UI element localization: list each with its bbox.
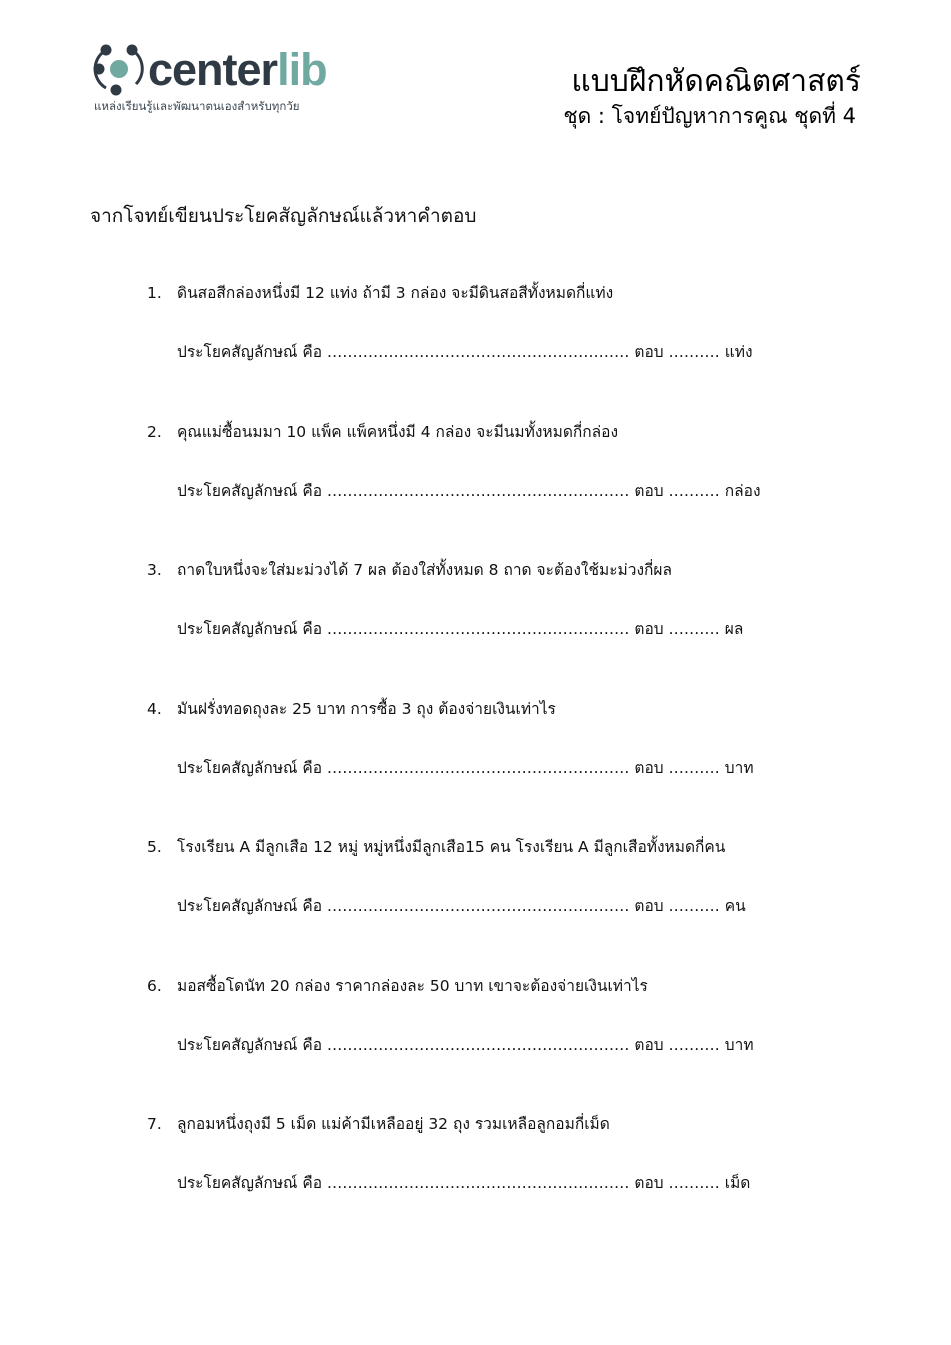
sentence-blank[interactable]: ........................................................... [326,1035,630,1054]
answer-blank[interactable]: .......... [668,758,720,777]
question-item [147,973,867,1112]
answer-label: ประโยคสัญลักษณ์ คือ [177,481,323,500]
answer-line [177,755,754,780]
question-text: คุณแม่ซื้อนมมา 10 แพ็ค แพ็คหนึ่งมี 4 กล่อง จะมีนมทั้งหมดกี่กล่อง [177,422,619,441]
question-line [147,1111,610,1136]
question-item [147,696,867,835]
question-number: 3. [147,561,162,579]
answer-line [177,1032,754,1057]
question-text: ถาดใบหนึ่งจะใส่มะม่วงได้ 7 ผล ต้องใส่ทั้งหมด 8 ถาด จะต้องใช้มะม่วงกี่ผล [177,561,672,579]
question-number: 4. [147,699,162,718]
page-title: แบบฝึกหัดคณิตศาสตร์ [571,64,861,99]
answer-label: ประโยคสัญลักษณ์ คือ [177,897,323,915]
answer-unit: บาท [724,1035,754,1054]
answer-unit: แท่ง [724,343,753,361]
sentence-blank[interactable]: ........................................................... [326,481,630,500]
instruction-text: จากโจทย์เขียนประโยคสัญลักษณ์แล้วหาคำตอบ [90,205,477,227]
question-number: 7. [147,1115,162,1133]
answer-word: ตอบ [634,620,664,638]
centerlib-logo [92,40,352,120]
answer-word: ตอบ [634,1174,664,1192]
question-text: มอสซื้อโดนัท 20 กล่อง ราคากล่องละ 50 บาท เขาจะต้องจ่ายเงินเท่าไร [177,976,648,995]
answer-line [177,1170,750,1195]
question-line [147,419,618,444]
answer-blank[interactable]: .......... [668,481,720,500]
question-text: มันฝรั่งทอดถุงละ 25 บาท การซื้อ 3 ถุง ต้องจ่ายเงินเท่าไร [177,699,556,718]
question-line [147,834,725,859]
answer-blank[interactable]: .......... [668,897,720,915]
question-text: ดินสอสีกล่องหนึ่งมี 12 แท่ง ถ้ามี 3 กล่อง จะมีดินสอสีทั้งหมดกี่แท่ง [177,284,614,302]
question-line [147,557,672,582]
question-number: 1. [147,284,162,302]
answer-label: ประโยคสัญลักษณ์ คือ [177,343,323,361]
answer-unit: กล่อง [724,481,761,500]
answer-unit: ผล [724,620,744,638]
answer-blank[interactable]: .......... [668,1174,720,1192]
answer-word: ตอบ [634,1035,664,1054]
question-item [147,1111,867,1250]
answer-unit: เม็ด [724,1174,751,1192]
question-text: โรงเรียน A มีลูกเสือ 12 หมู่ หมู่หนึ่งมีลูกเสือ15 คน โรงเรียน A มีลูกเสือทั้งหมดกี่คน [177,838,726,856]
question-item [147,419,867,558]
logo-tagline: แหล่งเรียนรู้และพัฒนาตนเองสำหรับทุกวัย [94,99,300,113]
answer-blank[interactable]: .......... [668,1035,720,1054]
sentence-blank[interactable]: ........................................................... [326,620,630,638]
sentence-blank[interactable]: ........................................................... [326,897,630,915]
sentence-blank[interactable]: ........................................................... [326,1174,630,1192]
answer-unit: คน [724,897,746,915]
answer-label: ประโยคสัญลักษณ์ คือ [177,620,323,638]
molecule-logo-icon [92,42,148,96]
sentence-blank[interactable]: ........................................................... [326,343,630,361]
answer-unit: บาท [724,758,754,777]
question-line [147,973,648,998]
answer-line [177,893,746,918]
answer-label: ประโยคสัญลักษณ์ คือ [177,758,323,777]
answer-line [177,616,743,641]
question-number: 6. [147,976,162,995]
question-line [147,280,613,305]
question-text: ลูกอมหนึ่งถุงมี 5 เม็ด แม่ค้ามีเหลืออยู่ 32 ถุง รวมเหลือลูกอมกี่เม็ด [177,1115,610,1133]
question-number: 5. [147,838,162,856]
question-number: 2. [147,422,162,441]
question-item [147,834,867,973]
question-line [147,696,556,721]
answer-word: ตอบ [634,343,664,361]
answer-line [177,339,753,364]
answer-blank[interactable]: .......... [668,343,720,361]
question-item [147,557,867,696]
logo-wordmark [148,43,327,97]
answer-line [177,478,761,503]
answer-label: ประโยคสัญลักษณ์ คือ [177,1035,323,1054]
logo-word-lib: lib [277,44,327,95]
sentence-blank[interactable]: ........................................................... [326,758,630,777]
question-list [147,280,867,1250]
logo-word-center: center [148,44,278,95]
answer-blank[interactable]: .......... [668,620,720,638]
answer-label: ประโยคสัญลักษณ์ คือ [177,1174,323,1192]
question-item [147,280,867,419]
page-subtitle: ชุด : โจทย์ปัญหาการคูณ ชุดที่ 4 [563,104,856,128]
answer-word: ตอบ [634,758,664,777]
answer-word: ตอบ [634,897,664,915]
answer-word: ตอบ [634,481,664,500]
